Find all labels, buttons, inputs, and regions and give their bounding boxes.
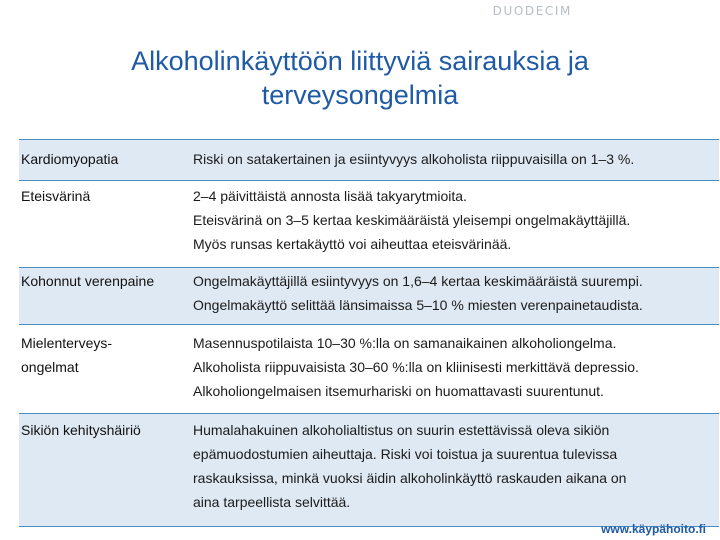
website-link[interactable]: www.käypähoito.fi: [601, 522, 706, 536]
description-cell: [191, 268, 719, 324]
condition-label: Kardiomyopatia: [21, 151, 119, 167]
table-row: [19, 268, 719, 325]
condition-label: Sikiön kehityshäiriö: [21, 422, 141, 438]
condition-cell: [19, 140, 191, 180]
condition-label: Kohonnut verenpaine: [21, 273, 155, 289]
page-title: [40, 44, 680, 112]
description-cell: [191, 325, 719, 413]
title-line: Alkoholinkäyttöön liittyviä sairauksia ja: [131, 46, 589, 76]
description-line: 2–4 päivittäistä annosta lisää takyarytmioita.: [193, 188, 467, 204]
description-cell: [191, 140, 719, 180]
title-line: terveysongelmia: [261, 80, 459, 110]
condition-label: Eteisvärinä: [21, 188, 91, 204]
description-line: Riski on satakertainen ja esiintyvyys alkoholista riippuvaisilla on 1–3 %.: [193, 151, 635, 167]
condition-cell: [19, 181, 191, 267]
description-line: Myös runsas kertakäyttö voi aiheuttaa eteisvärinää.: [193, 236, 512, 252]
brand-logo: DUODECIM: [492, 4, 572, 18]
conditions-table: [19, 139, 719, 527]
description-line: Alkoholiongelmaisen itsemurhariski on huomattavasti suurentunut.: [193, 383, 604, 399]
table-row: [19, 325, 719, 414]
description-line: raskauksissa, minkä vuoksi äidin alkoholinkäyttö raskauden aikana on: [193, 470, 627, 486]
condition-cell: [19, 325, 191, 413]
table-row: [19, 414, 719, 527]
description-line: Masennuspotilaista 10–30 %:lla on samanaikainen alkoholiongelma.: [193, 335, 617, 351]
description-line: Ongelmakäyttö selittää länsimaissa 5–10 % miesten verenpainetaudista.: [193, 297, 643, 313]
condition-label: ongelmat: [21, 359, 79, 375]
description-line: epämuodostumien aiheuttaja. Riski voi toistua ja suurentua tulevissa: [193, 446, 618, 462]
description-cell: [191, 414, 719, 526]
description-line: Eteisvärinä on 3–5 kertaa keskimääräistä yleisempi ongelmakäyttäjillä.: [193, 212, 631, 228]
condition-label: Mielenterveys-: [21, 335, 113, 351]
description-line: Ongelmakäyttäjillä esiintyvyys on 1,6–4 kertaa keskimääräistä suurempi.: [193, 273, 643, 289]
description-cell: [191, 181, 719, 267]
table-row: [19, 181, 719, 268]
description-line: Alkoholista riippuvaisista 30–60 %:lla on kliinisesti merkittävä depressio.: [193, 359, 639, 375]
description-line: Humalahakuinen alkoholialtistus on suurin estettävissä oleva sikiön: [193, 422, 610, 438]
condition-cell: [19, 268, 191, 324]
table-row: [19, 140, 719, 181]
condition-cell: [19, 414, 191, 526]
description-line: aina tarpeellista selvittää.: [193, 494, 351, 510]
